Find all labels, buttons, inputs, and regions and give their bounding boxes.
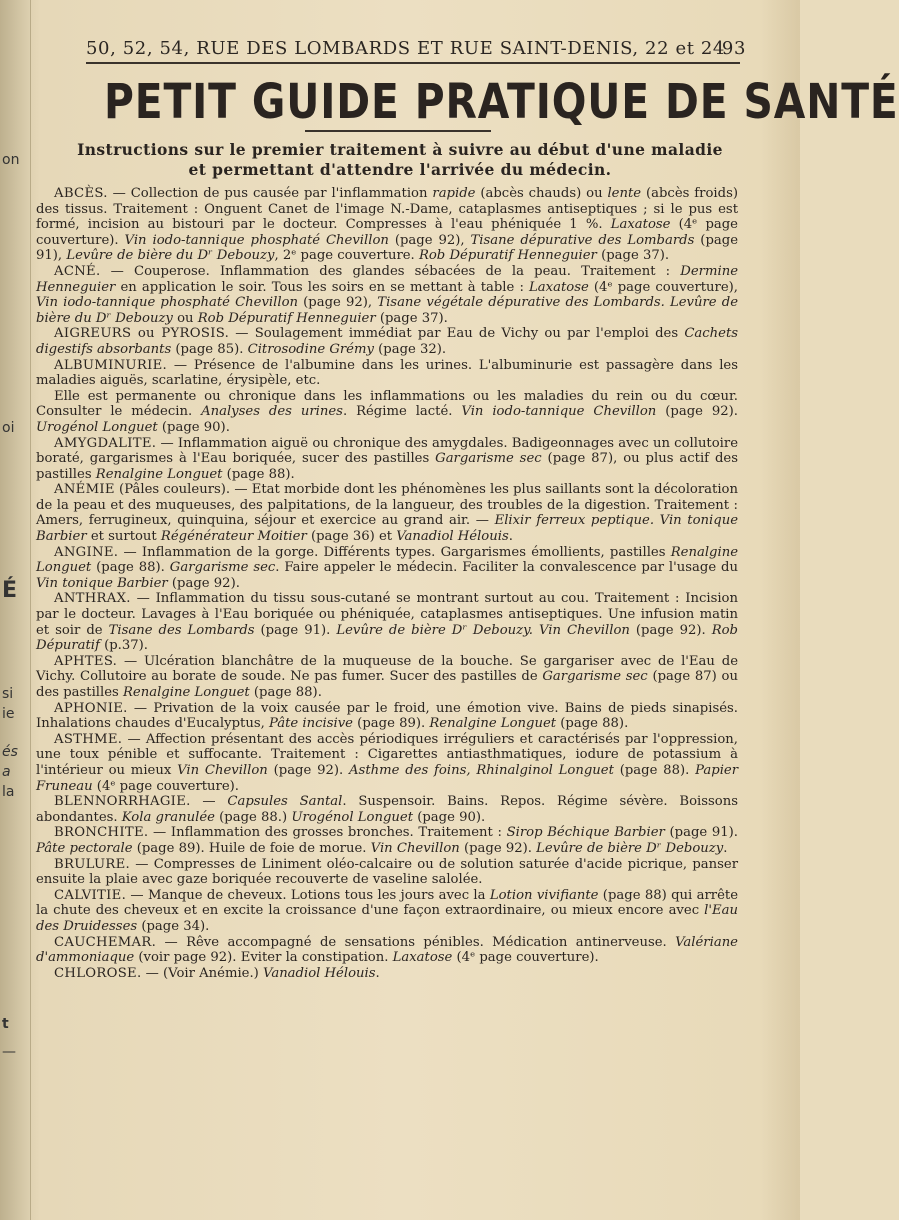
entry-text: — Affection présentant des accès périodiques irréguliers et caractérisés par l'oppression, une toux pénible et suffocante. Traitement : Cigarettes antiasthmatiques, iodure de potassium à l'intérieur ou mieux — [36, 731, 738, 778]
entry-text: (abcès froids) des tissus. Traitement : Onguent Canet de l'image N.-Dame, cataplasmes antiseptiques ; si le pus est formé, incision au bistouri par le docteur. Compresses à l'eau phéniquée 1 %. — [36, 186, 738, 233]
entry-text: (page 88). — [556, 716, 629, 732]
entry-text: (page 88). — [91, 560, 170, 576]
product-name: Tisane dépurative des Lombards — [470, 232, 695, 248]
entry-text: (Pâles couleurs). — Etat morbide dont les phénomènes les plus saillants sont la décoloration de la peau et des muqueuses, des palpitations, de la langueur, des troubles de la digestion. Traitement : Amers, ferrugineux, quinquina, séjour et exercice au grand air. — — [36, 482, 738, 529]
entry-headword: ALBUMINURIE. — [54, 357, 168, 373]
product-name: Vin Chevillon — [370, 840, 460, 856]
product-name: Vin iodo-tannique Chevillon — [461, 404, 657, 420]
entry-headword: ANTHRAX. — [54, 591, 131, 607]
product-name: Vin iodo-tannique phosphaté Chevillon — [124, 232, 389, 248]
entry-text: (page 88.) — [214, 809, 292, 825]
margin-glyph: on — [2, 152, 20, 168]
entry-headword: ASTHME. — [54, 731, 123, 747]
margin-glyph: si — [2, 686, 14, 702]
product-name: Renalgine Longuet — [36, 544, 738, 576]
entry-text: (page 92). — [656, 404, 738, 420]
title-rule — [305, 130, 491, 132]
product-name: Vin Chevillon — [177, 762, 268, 778]
entry-text: . Suspensoir. Bains. Repos. Régime sévère. Boissons abondantes. — [36, 794, 738, 825]
entry-text: (page 92). — [629, 622, 712, 638]
binding-margin — [0, 0, 31, 1220]
running-head: 50, 52, 54, RUE DES LOMBARDS ET RUE SAINT-DENIS, 22 et 24 — [86, 38, 725, 59]
entry-text: (4ᵉ page couverture). — [36, 217, 738, 248]
entry-text: — — [190, 794, 228, 810]
product-name: Renalgine Longuet — [95, 466, 223, 482]
running-header — [86, 38, 746, 59]
margin-glyph: — — [2, 1044, 16, 1060]
entry-headword: APHONIE. — [54, 700, 128, 716]
entry-text: — Présence de l'albumine dans les urines. L'albuminurie est passagère dans les maladies aiguës, scarlatine, érysipèle, etc. — [36, 357, 738, 389]
product-name: Elixir ferreux peptique. Vin tonique Barbier — [36, 513, 738, 545]
entry — [36, 436, 738, 483]
entry — [36, 794, 738, 825]
margin-glyph: la — [2, 784, 15, 800]
subtitle-line: et permettant d'attendre l'arrivée du médecin. — [188, 160, 612, 179]
entries-list — [36, 186, 738, 981]
product-name: Vanadiol Hélouis — [263, 965, 376, 981]
product-name: Lotion vivifiante — [489, 887, 599, 903]
product-name: Pâte incisive — [268, 716, 353, 732]
entry-text: . Régime lacté. — [342, 404, 462, 420]
entry — [36, 389, 738, 436]
product-name: Kola granulée — [121, 809, 215, 825]
entry-text: — Compresses de Liniment oléo-calcaire ou de solution saturée d'acide picrique, panser ensuite la plaie avec gaze boriquée recouverte de vaseline salolée. — [36, 856, 738, 888]
entry — [36, 825, 738, 856]
entry — [36, 935, 738, 966]
entry — [36, 701, 738, 732]
entry-text: (page 37). — [596, 248, 670, 264]
entry-text: (page 91). — [254, 622, 337, 638]
entry-text: (page 91), — [36, 232, 738, 264]
product-name: Sirop Béchique Barbier — [506, 825, 665, 841]
entry-text: ou — [172, 310, 198, 326]
entry-headword: BRONCHITE. — [54, 825, 149, 841]
entry-text: (p.37). — [99, 638, 148, 654]
entry-text: (page 92). — [267, 762, 350, 778]
entry — [36, 264, 738, 326]
product-name: Rob Dépuratif Henneguier — [197, 310, 376, 326]
entry-headword: CALVITIE. — [54, 887, 127, 903]
product-name: Asthme des foins, Rhinalginol Longuet — [349, 762, 614, 778]
entry-headword: ABCÈS. — [54, 186, 108, 201]
product-name: Laxatose — [610, 217, 671, 233]
entry-text: — Collection de pus causée par l'inflammation — [107, 186, 433, 201]
entry-text: (page 92), — [388, 232, 471, 248]
entry-text: (page 37). — [375, 310, 448, 326]
entry-text: — (Voir Anémie.) — [141, 965, 264, 981]
entry — [36, 888, 738, 935]
entry-text: (4ᵉ page couverture). — [452, 950, 599, 966]
entry-text: (voir page 92). Eviter la constipation. — [134, 950, 393, 966]
entry-headword: BRULURE. — [54, 856, 131, 872]
product-name: Vanadiol Hélouis — [396, 529, 509, 545]
entry-text: (page 34). — [137, 918, 210, 934]
product-name: Vin iodo-tannique phosphaté Chevillon — [36, 295, 299, 311]
product-name: Valériane d'ammoniaque — [36, 934, 738, 966]
product-name: Dermine Henneguier — [36, 263, 738, 295]
product-name: Renalgine Longuet — [123, 685, 250, 700]
entry-text: en application le soir. Tous les soirs en se mettant à table : — [115, 279, 530, 295]
entry-text: — Inflammation aiguë ou chronique des amygdales. Badigeonnages avec un collutoire boraté, gargarismes à l'Eau boriquée, sucer des pastilles — [36, 435, 738, 467]
entry-text: Elle est permanente ou chronique dans les inflammations ou les maladies du rein ou du cœur. Consulter le médecin. — [36, 388, 738, 420]
entry-headword: ACNÉ. — [54, 263, 101, 279]
subtitle-line: Instructions sur le premier traitement à suivre au début d'une maladie — [77, 140, 723, 159]
product-name: Gargarisme sec — [542, 669, 648, 685]
product-name: Laxatose — [392, 950, 453, 966]
margin-glyph: t — [2, 1016, 9, 1032]
entry-headword: ANÉMIE — [54, 482, 115, 498]
entry-text: — Privation de la voix causée par le froid, une émotion vive. Bains de pieds sinapisés. Inhalations chaudes d'Eucalyptus, — [36, 700, 738, 732]
product-name: Urogénol Longuet — [291, 809, 414, 825]
entry-text: (page 87), ou plus actif des pastilles — [36, 451, 738, 482]
product-name: Rob Dépuratif — [36, 622, 738, 654]
entry-text: (page 87) ou des pastilles — [36, 669, 738, 700]
entry-text: (4ᵉ page couverture), — [588, 279, 738, 295]
entry — [36, 654, 738, 701]
product-name: l'Eau des Druidesses — [36, 903, 738, 934]
entry-text: (page 32). — [373, 341, 447, 357]
entry-headword: ANGINE. — [54, 544, 119, 560]
product-name: Levûre de bière Dʳ Debouzy. Vin Chevillon — [336, 622, 630, 638]
entry-text: (abcès chauds) ou — [475, 186, 608, 201]
entry-text: (page 88). — [249, 685, 322, 700]
entry-headword: AMYGDALITE. — [54, 435, 157, 451]
product-name: Urogénol Longuet — [36, 419, 158, 435]
entry-text: (page 92). — [167, 575, 240, 591]
product-name: Cachets digestifs absorbants — [36, 326, 739, 357]
entry — [36, 966, 738, 982]
entry-text: — Soulagement immédiat par Eau de Vichy ou par l'emploi des — [229, 326, 685, 342]
entry-text: — Inflammation des grosses bronches. Traitement : — [148, 825, 507, 841]
margin-glyph: a — [2, 764, 11, 780]
entry-text: (page 88). — [613, 762, 696, 778]
product-name: Laxatose — [529, 279, 589, 295]
header-rule — [86, 62, 740, 64]
entry-text: et surtout — [86, 529, 161, 545]
entry-text: (page 90). — [413, 809, 486, 825]
page-number: 93 — [721, 38, 746, 59]
product-name: Levûre de bière du Dʳ Debouzy — [66, 248, 275, 264]
entry — [36, 326, 738, 357]
product-name: lente — [607, 186, 642, 201]
entry-text: , 2ᵉ page couverture. — [274, 248, 419, 264]
entry-text: — Manque de cheveux. Lotions tous les jours avec la — [126, 887, 490, 903]
entry-text: — Inflammation de la gorge. Différents types. Gargarismes émollients, pastilles — [118, 544, 671, 560]
product-name: rapide — [432, 186, 476, 201]
product-name: Tisane des Lombards — [108, 622, 255, 638]
entry-text: — Inflammation du tissu sous-cutané se montrant surtout au cou. Traitement : Incision par le docteur. Lavages à l'Eau boriquée ou phéniquée, cataplasmes antiseptiques. Une infusion matin et soir de — [36, 591, 738, 638]
margin-glyph: oi — [2, 420, 15, 436]
product-name: Tisane végétale dépurative des Lombards. Levûre de bière du Dʳ Debouzy — [36, 295, 738, 326]
margin-glyph: ie — [2, 706, 15, 722]
entry — [36, 591, 738, 653]
subtitle — [60, 140, 740, 180]
product-name: Analyses des urines — [201, 404, 343, 420]
entry-headword: CAUCHEMAR. — [54, 934, 157, 950]
entry-text: (page 89). Huile de foie de morue. — [132, 840, 371, 856]
entry-headword: AIGREURS ou PYROSIS. — [54, 326, 230, 342]
entry — [36, 358, 738, 389]
entry-text: (page 85). — [171, 341, 248, 357]
product-name: Levûre de bière Dʳ Debouzy — [536, 840, 724, 856]
entry-text: (page 90). — [157, 419, 230, 435]
entry-text: (4ᵉ page couverture). — [92, 778, 239, 794]
product-name: Pâte pectorale — [36, 840, 133, 856]
product-name: Régénérateur Moitier — [160, 529, 307, 545]
entry-text: (page 89). — [352, 716, 430, 732]
entry-text: (page 36) et — [306, 529, 397, 545]
page-title: PETIT GUIDE PRATIQUE DE SANTÉ — [104, 74, 899, 130]
entry-text: (page 91). — [664, 825, 738, 841]
entry — [36, 482, 738, 544]
entry-text: (page 88). — [222, 466, 295, 482]
entry — [36, 732, 738, 794]
entry-text: (page 88) qui arrête la chute des cheveux et en excite la croissance d'une façon extraordinaire, ou mieux encore avec — [36, 887, 738, 919]
product-name: Capsules Santal — [227, 794, 343, 810]
entry-headword: BLENNORRHAGIE. — [54, 794, 191, 810]
entry-text: (page 92). — [459, 840, 537, 856]
entry-text: . — [508, 529, 513, 545]
entry-text: — Rêve accompagné de sensations pénibles. Médication antinerveuse. — [156, 934, 676, 950]
product-name: Citrosodine Grémy — [247, 341, 374, 357]
entry-text: . Faire appeler le médecin. Faciliter la convalescence par l'usage du — [275, 560, 738, 576]
margin-glyph: É — [2, 578, 18, 603]
entry — [36, 857, 738, 888]
product-name: Gargarisme sec — [435, 451, 542, 467]
entry-text: (page 92), — [298, 295, 378, 311]
margin-glyph: és — [2, 744, 18, 760]
entry-text: . — [375, 965, 380, 981]
product-name: Rob Dépuratif Henneguier — [418, 248, 597, 264]
entry — [36, 186, 738, 264]
entry-text: . — [723, 840, 728, 856]
entry-text: — Couperose. Inflammation des glandes sébacées de la peau. Traitement : — [100, 263, 681, 279]
entry-headword: CHLOROSE. — [54, 965, 142, 981]
product-name: Gargarisme sec — [169, 560, 276, 576]
entry-headword: APHTES. — [54, 653, 118, 669]
entry-text: — Ulcération blanchâtre de la muqueuse de la bouche. Se gargariser avec de l'Eau de Vichy. Collutoire au borate de soude. Ne pas fumer. Sucer des pastilles de — [36, 653, 738, 685]
product-name: Papier Fruneau — [36, 762, 739, 794]
entry — [36, 545, 738, 592]
product-name: Renalgine Longuet — [429, 716, 557, 732]
product-name: Vin tonique Barbier — [36, 575, 168, 591]
